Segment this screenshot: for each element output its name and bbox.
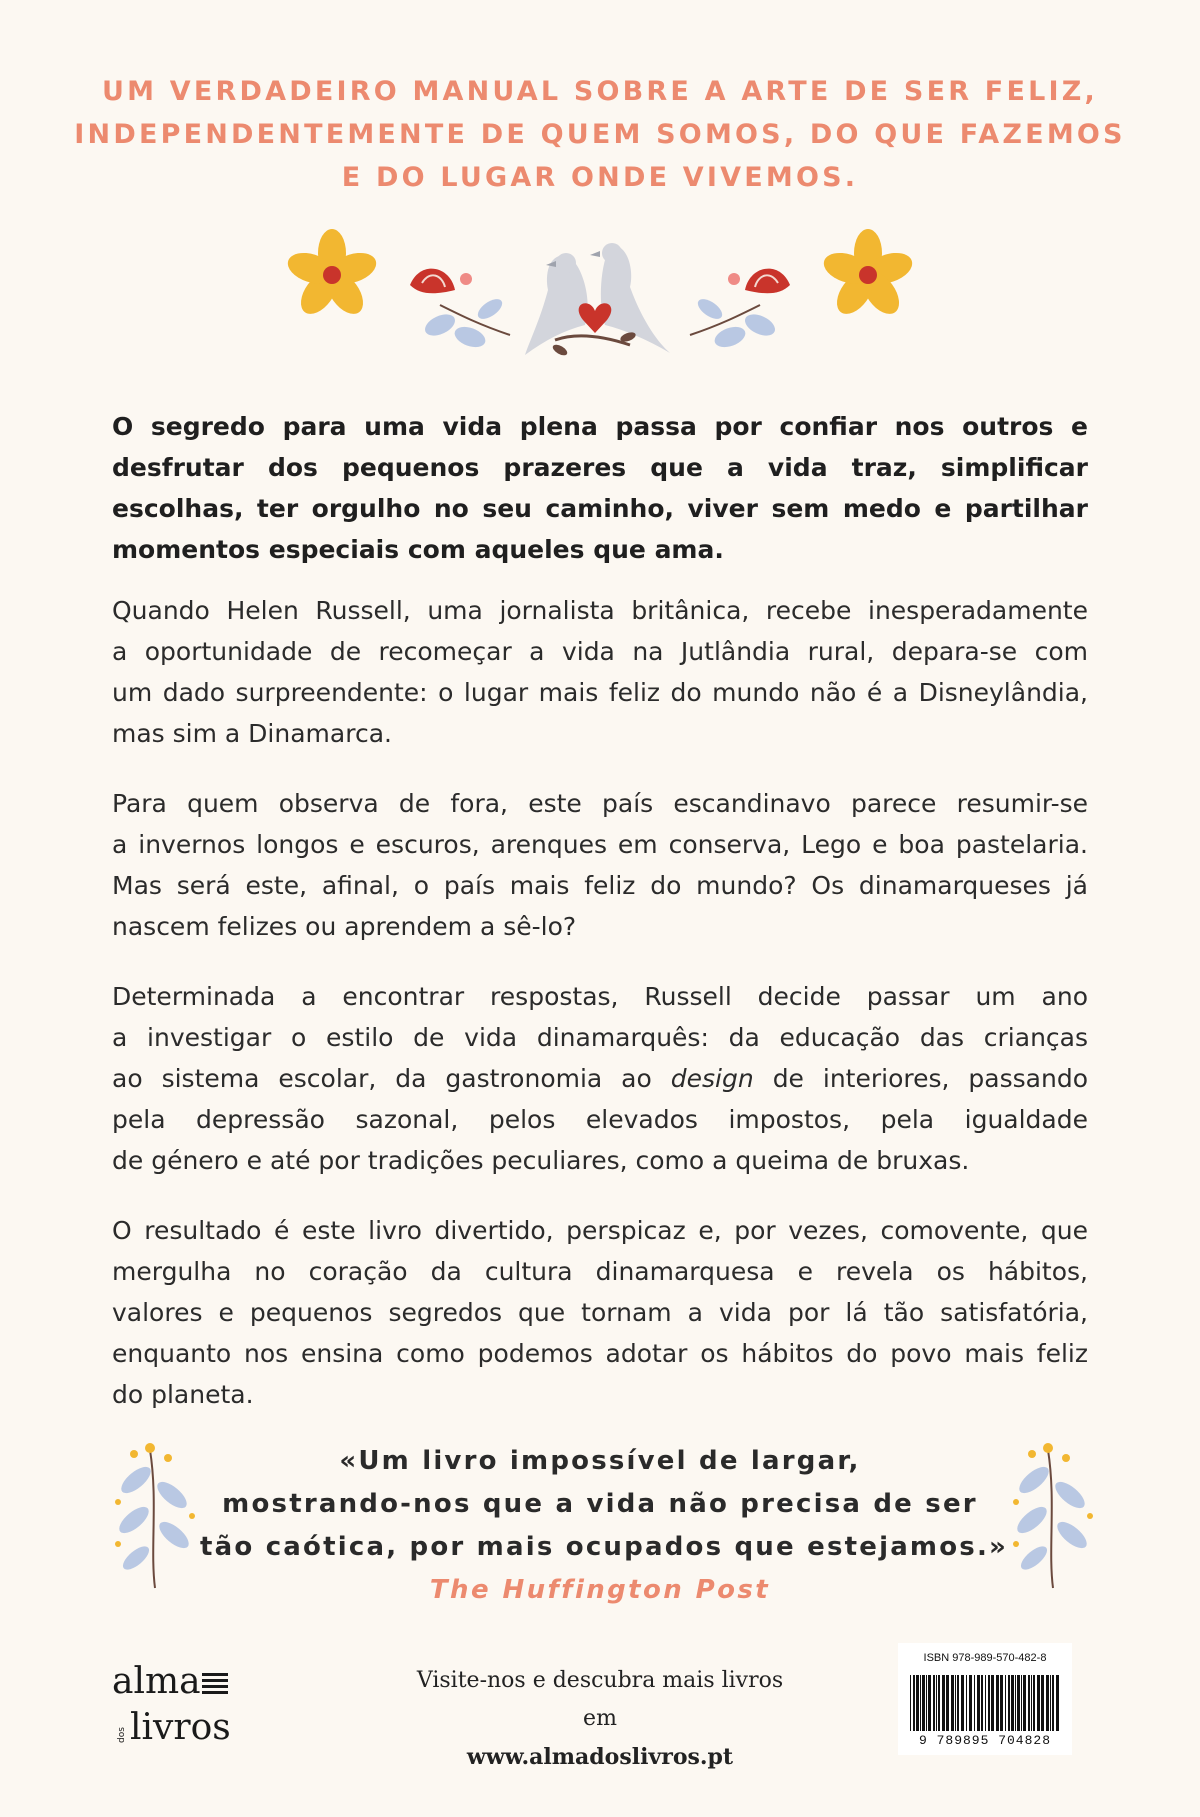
barcode-bar bbox=[1050, 1675, 1051, 1731]
body-paragraph-4 bbox=[112, 1210, 1088, 1415]
paragraph-line: um dado surpreendente: o lugar mais feliz do mundo não é a Disneylândia, bbox=[112, 678, 1088, 707]
paragraph-line: a oportunidade de recomeçar a vida na Jutlândia rural, depara-se com bbox=[112, 637, 1088, 666]
flower-icon bbox=[284, 229, 380, 320]
barcode-bar bbox=[1017, 1675, 1020, 1731]
body-paragraph-3 bbox=[112, 976, 1088, 1181]
barcode-bar bbox=[926, 1675, 927, 1731]
paragraph-line: mergulha no coração da cultura dinamarquesa e revela os hábitos, bbox=[112, 1257, 1088, 1286]
barcode-bar bbox=[1052, 1675, 1054, 1731]
barcode-bar bbox=[985, 1675, 986, 1731]
barcode-bar bbox=[991, 1675, 994, 1731]
quote-line: tão caótica, por mais ocupados que estejamos.» bbox=[200, 1532, 1009, 1562]
paragraph-line: a investigar o estilo de vida dinamarquês: da educação das crianças bbox=[112, 1023, 1088, 1052]
flower-icon bbox=[820, 229, 916, 320]
paragraph-line: Para quem observa de fora, este país escandinavo parece resumir-se bbox=[112, 789, 1088, 818]
birds-icon bbox=[525, 243, 670, 357]
barcode-bar bbox=[955, 1675, 956, 1731]
barcode-bar bbox=[1000, 1675, 1003, 1731]
paragraph-fragment: ao sistema escolar, da gastronomia ao bbox=[112, 1064, 652, 1093]
paragraph-fragment: de interiores, passando bbox=[772, 1064, 1088, 1093]
paragraph-line: de género e até por tradições peculiares, como a queima de bruxas. bbox=[112, 1146, 970, 1175]
barcode-bar bbox=[938, 1675, 940, 1731]
barcode-bar bbox=[1023, 1675, 1026, 1731]
barcode-bar bbox=[961, 1675, 964, 1731]
visit-text: Visite-nos e descubra mais livros em bbox=[416, 1668, 784, 1731]
barcode-bar bbox=[988, 1675, 990, 1731]
logo-word-bottom: livros bbox=[130, 1707, 231, 1748]
barcode-bar bbox=[1005, 1675, 1006, 1731]
paragraph-line: do planeta. bbox=[112, 1380, 254, 1409]
barcode-bar bbox=[1037, 1675, 1040, 1731]
lead-paragraph: O segredo para uma vida plena passa por confiar nos outros e desfrutar dos pequenos prazeres que a vida traz, simplificar escolhas, ter orgulho no seu caminho, viver sem medo e partilhar momentos especiais com aqueles que ama. bbox=[112, 412, 1088, 564]
barcode-bar bbox=[922, 1675, 925, 1731]
logo-word-small: dos bbox=[117, 1727, 127, 1743]
barcode-bar bbox=[933, 1675, 935, 1731]
barcode-bar bbox=[974, 1675, 975, 1731]
barcode-bar bbox=[957, 1675, 959, 1731]
body-paragraph-1 bbox=[112, 590, 1088, 754]
paragraph-line: O resultado é este livro divertido, perspicaz e, por vezes, comovente, que bbox=[112, 1216, 1088, 1245]
paragraph-line: Determinada a encontrar respostas, Russell decide passar um ano bbox=[112, 982, 1088, 1011]
paragraph-line bbox=[112, 1058, 1088, 1099]
barcode-bar bbox=[1008, 1675, 1010, 1731]
barcode-bar bbox=[928, 1675, 931, 1731]
paragraph-line: nascem felizes ou aprendem a sê-lo? bbox=[112, 912, 577, 941]
barcode-bar bbox=[996, 1675, 999, 1731]
emphasis-design: design bbox=[670, 1064, 754, 1093]
barcode-bar bbox=[1028, 1675, 1030, 1731]
barcode-bar bbox=[1031, 1675, 1032, 1731]
headline-line: INDEPENDENTEMENTE DE QUEM SOMOS, DO QUE FAZEMOS bbox=[74, 119, 1126, 150]
quote-source: The Huffington Post bbox=[429, 1575, 771, 1605]
paragraph-line: enquanto nos ensina como podemos adotar os hábitos do povo mais feliz bbox=[112, 1339, 1088, 1368]
barcode-bar bbox=[977, 1675, 980, 1731]
decorative-ornament bbox=[0, 225, 1200, 405]
headline bbox=[0, 70, 1200, 199]
barcode-bar bbox=[936, 1675, 937, 1731]
paragraph-line: a invernos longos e escuros, arenques em conserva, Lego e boa pastelaria. bbox=[112, 830, 1088, 859]
body-paragraph-2 bbox=[112, 783, 1088, 947]
paragraph-line: Quando Helen Russell, uma jornalista britânica, recebe inesperadamente bbox=[112, 596, 1088, 625]
leaf-sprig-icon bbox=[1008, 1440, 1098, 1590]
barcode-bar bbox=[1011, 1675, 1014, 1731]
barcode-bar bbox=[916, 1675, 919, 1731]
barcode-bar bbox=[1046, 1675, 1049, 1731]
paragraph-line: valores e pequenos segredos que tornam a vida por lá tão satisfatória, bbox=[112, 1298, 1088, 1327]
leaf-sprig-icon bbox=[110, 1440, 200, 1590]
paragraph-line: Mas será este, afinal, o país mais feliz do mundo? Os dinamarqueses já bbox=[112, 871, 1088, 900]
review-quote bbox=[200, 1440, 1009, 1612]
headline-line: UM VERDADEIRO MANUAL SOBRE A ARTE DE SER FELIZ, bbox=[102, 76, 1098, 107]
barcode-block bbox=[898, 1643, 1072, 1755]
publisher-logo bbox=[110, 1655, 240, 1750]
barcode-bar bbox=[910, 1675, 911, 1731]
barcode-bar bbox=[942, 1675, 945, 1731]
barcode-bar bbox=[1021, 1675, 1022, 1731]
isbn-label: ISBN 978-989-570-482-8 bbox=[923, 1652, 1047, 1664]
barcode-bar bbox=[1015, 1675, 1016, 1731]
barcode-bar bbox=[981, 1675, 983, 1731]
barcode-icon bbox=[908, 1675, 1064, 1731]
barcode-bar bbox=[946, 1675, 949, 1731]
barcode-bar bbox=[913, 1675, 915, 1731]
barcode-bar bbox=[969, 1675, 972, 1731]
logo-word-top: alma bbox=[112, 1661, 201, 1702]
barcode-bar bbox=[920, 1675, 921, 1731]
quote-line: mostrando-nos que a vida não precisa de ser bbox=[222, 1489, 978, 1519]
website-link[interactable]: www.almadoslivros.pt bbox=[466, 1744, 734, 1770]
barcode-digits: 9 789895 704828 bbox=[918, 1733, 1052, 1748]
bloom-icon bbox=[690, 269, 790, 351]
headline-line: E DO LUGAR ONDE VIVEMOS. bbox=[341, 162, 859, 193]
barcode-bar bbox=[951, 1675, 954, 1731]
barcode-bar bbox=[1033, 1675, 1035, 1731]
quote-line: «Um livro impossível de largar, bbox=[339, 1446, 861, 1476]
visit-block bbox=[400, 1662, 800, 1776]
paragraph-line: mas sim a Dinamarca. bbox=[112, 719, 392, 748]
barcode-bar bbox=[1056, 1675, 1059, 1731]
paragraph-line: pela depressão sazonal, pelos elevados impostos, pela igualdade bbox=[112, 1105, 1088, 1134]
barcode-bar bbox=[1041, 1675, 1044, 1731]
barcode-bar bbox=[966, 1675, 967, 1731]
bloom-icon bbox=[410, 269, 510, 351]
